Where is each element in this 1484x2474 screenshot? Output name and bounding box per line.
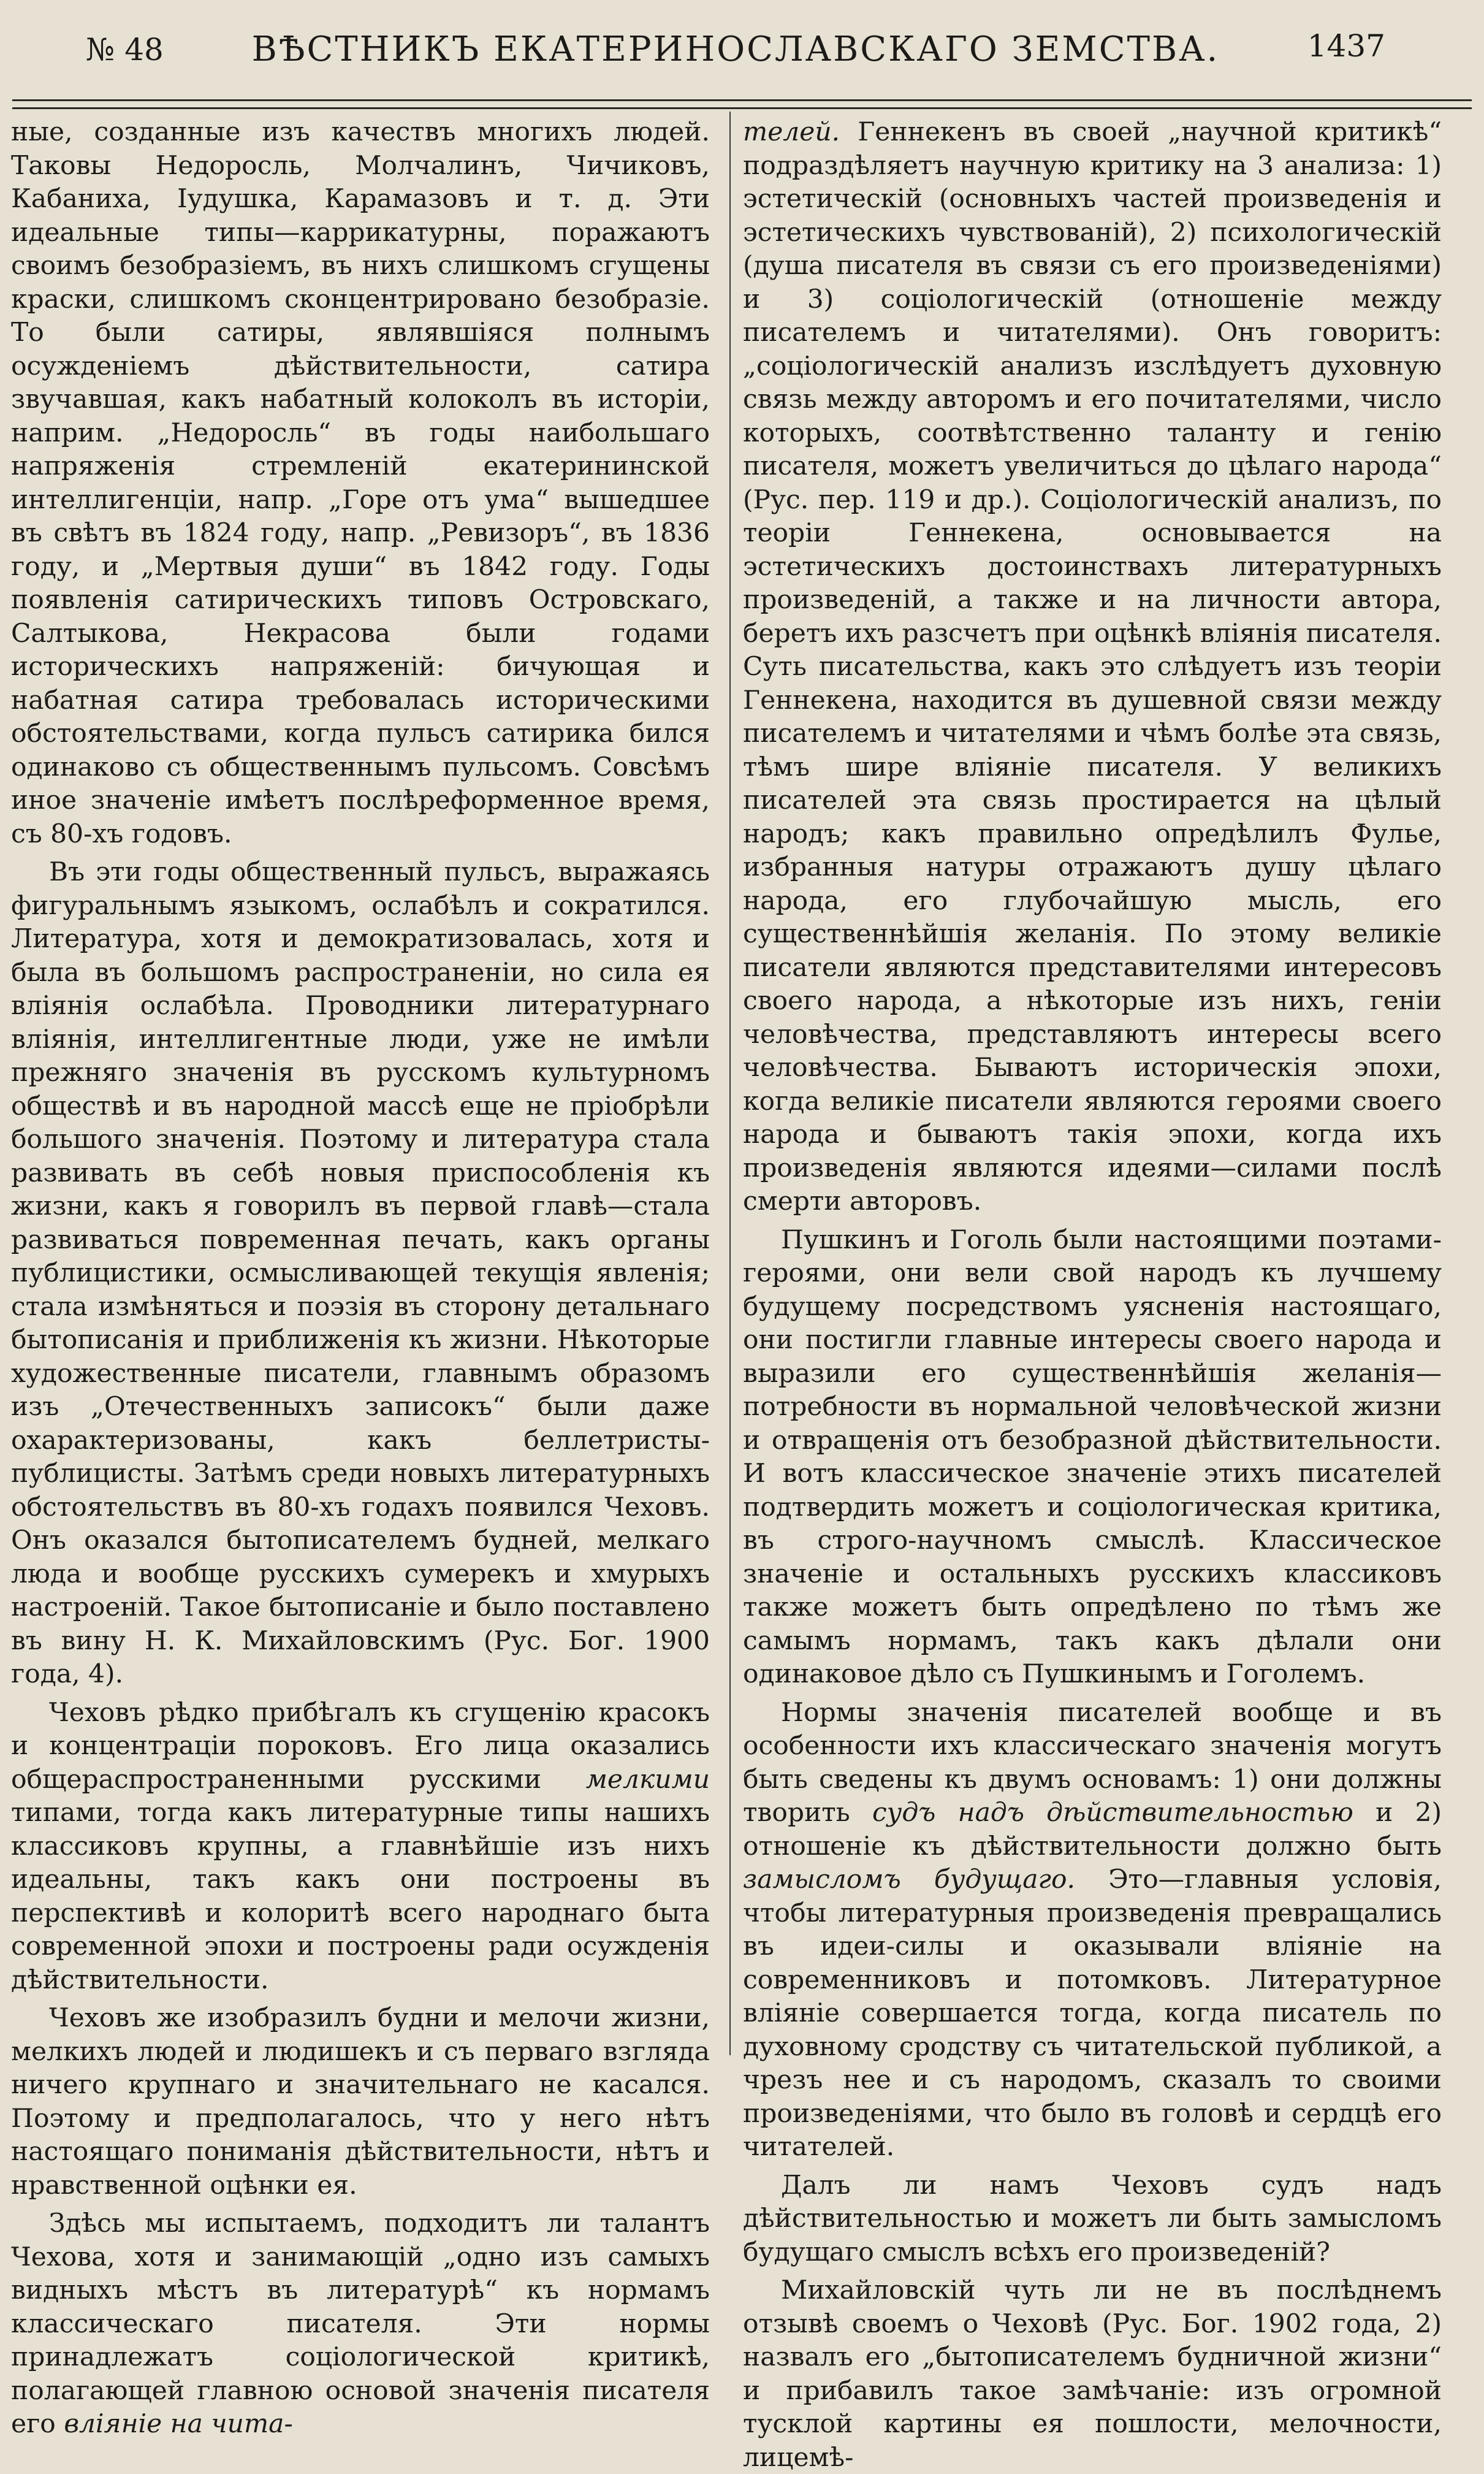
right-p1-italic: телей. <box>743 116 840 147</box>
left-p3-text-b: типами, тогда какъ литературные типы нашихъ классиковъ крупны, а главнѣйшіе изъ нихъ идеальны, такъ какъ они построены въ перспективѣ и колоритѣ всего народнаго быта современной эпохи и построены ради осужденія дѣйствительности. <box>11 1797 710 1995</box>
left-column <box>11 115 710 2438</box>
masthead-title: ВѢСТНИКЪ ЕКАТЕРИНОСЛАВСКАГО ЗЕМСТВА. <box>251 29 1220 69</box>
left-paragraph-2: Въ эти годы общественный пульсъ, выражаясь фигуральнымъ языкомъ, ослабѣлъ и сократился. Литература, хотя и демократизовалась, хотя и была въ большомъ распространеніи, но сила ея вліянія ослабѣла. Проводники литературнаго вліянія, интеллигентные люди, уже не имѣли прежняго значенія въ русскомъ культурномъ обществѣ и въ народной массѣ еще не пріобрѣли большого значенія. Поэтому и литература стала развивать въ себѣ новыя приспособленія къ жизни, какъ я говорилъ въ первой главѣ—стала развиваться повременная печать, какъ органы публицистики, осмысливающей текущія явленія; стала измѣняться и поэзія въ сторону детальнаго бытописанія и приближенія къ жизни. Нѣкоторые художественные писатели, главнымъ образомъ изъ „Отечественныхъ записокъ“ были даже охарактеризованы, какъ беллетристы-публицисты. Затѣмъ среди новыхъ литературныхъ обстоятельствъ въ 80-хъ годахъ появился Чеховъ. Онъ оказался бытописателемъ будней, мелкаго люда и вообще русскихъ сумерекъ и хмурыхъ настроеній. Такое бытописаніе и было поставлено въ вину Н. К. Михайловскимъ (Рус. Бог. 1900 года, 4). <box>11 857 710 1689</box>
right-paragraph-2: Пушкинъ и Гоголь были настоящими поэтами-героями, они вели свой народъ къ лучшему будущему посредствомъ уясненія настоящаго, они постигли главные интересы своего народа и выразили его существеннѣйшія желанія—потребности въ нормальной человѣческой жизни и отвращенія отъ безобразной дѣйствительности. И вотъ классическое значеніе этихъ писателей подтвердить можетъ и соціологическая критика, въ строго-научномъ смыслѣ. Классическое значеніе и остальныхъ русскихъ классиковъ также можетъ быть опредѣлено по тѣмъ же самымъ нормамъ, такъ какъ дѣлали они одинаковое дѣло съ Пушкинымъ и Гоголемъ. <box>743 1224 1442 1689</box>
right-p1-text: Геннекенъ въ своей „научной критикѣ“ подраздѣляетъ научную критику на 3 анализа: 1) эстетическій (основныхъ частей произведенія и эстетическихъ чувствованій), 2) психологическій (душа писателя въ связи съ его произведеніями) и 3) соціологическій (отношеніе между писателемъ и читателями). Онъ говоритъ: „соціологическій анализъ изслѣдуетъ духовную связь между авторомъ и его почитателями, число которыхъ, соотвѣтственно таланту и генію писателя, можетъ увеличиться до цѣлаго народа“ (Рус. пер. 119 и др.). Соціологическій анализъ, по теоріи Геннекена, основывается на эстетическихъ достоинствахъ литературныхъ произведеній, а также и на личности автора, беретъ ихъ разсчетъ при оцѣнкѣ вліянія писателя. Суть писательства, какъ это слѣдуетъ изъ теоріи Геннекена, находится въ душевной связи между писателемъ и читателями и чѣмъ болѣе эта связь, тѣмъ шире вліяніе писателя. У великихъ писателей эта связь простирается на цѣлый народъ; какъ правильно опредѣлилъ Фулье, избранныя натуры отражаютъ душу цѣлаго народа, его глубочайшую мысль, его существеннѣйшія желанія. По этому великіе писатели являются представителями интересовъ своего народа, а нѣкоторые изъ нихъ, геніи человѣчества, представляютъ интересы всего человѣчества. Бываютъ историческія эпохи, когда великіе писатели являются героями своего народа и бываютъ такія эпохи, когда ихъ произведенія являются идеями—силами послѣ смерти авторовъ. <box>743 116 1442 1216</box>
right-p3-italic-1: судъ надъ дѣйствительностью <box>872 1797 1353 1827</box>
right-p3-text-c: Это—главныя условія, чтобы литературныя произведенія превращались въ идеи-силы и оказывали вліяніе на современниковъ и потомковъ. Литературное вліяніе совершается тогда, когда писатель по духовному сродству съ читательской публикой, а чрезъ нее и съ народомъ, сказалъ то своими произведеніями, что было въ головѣ и сердцѣ его читателей. <box>743 1864 1442 2161</box>
right-paragraph-4: Далъ ли намъ Чеховъ судъ надъ дѣйствительностью и можетъ ли быть замысломъ будущаго смыслъ всѣхъ его произведеній? <box>743 2169 1442 2267</box>
left-paragraph-5 <box>11 2207 710 2441</box>
page-header <box>86 25 1385 86</box>
page-number: 1437 <box>1307 28 1385 64</box>
right-p3-text-a: Нормы значенія писателей вообще и въ особенности ихъ классическаго значенія могутъ быть сведены къ двумъ основамъ: 1) они должны творить <box>743 1697 1442 1827</box>
right-paragraph-3 <box>743 1696 1442 2164</box>
header-double-rule <box>12 99 1472 109</box>
left-paragraph-1: ные, созданные изъ качествъ многихъ людей. Таковы Недоросль, Молчалинъ, Чичиковъ, Кабаниха, Іудушка, Карамазовъ и т. д. Эти идеальные типы—каррикатурны, поражаютъ своимъ безобразіемъ, въ нихъ слишкомъ сгущены краски, слишкомъ сконцентрировано безобразіе. То были сатиры, являвшіяся полнымъ осужденіемъ дѣйствительности, сатира звучавшая, какъ набатный колоколъ въ исторіи, наприм. „Недоросль“ въ годы наибольшаго напряженія стремленій екатерининской интеллигенціи, напр. „Горе отъ ума“ вышедшее въ свѣтъ въ 1824 году, напр. „Ревизоръ“, въ 1836 году, и „Мертвыя души“ въ 1842 году. Годы появленія сатирическихъ типовъ Островскаго, Салтыкова, Некрасова были годами историческихъ напряженій: бичующая и набатная сатира требовалась историческими обстоятельствами, когда пульсъ сатирика бился одинаково съ общественнымъ пульсомъ. Совсѣмъ иное значеніе имѣетъ послѣреформенное время, съ 80-хъ годовъ. <box>11 116 710 849</box>
right-column <box>743 115 1442 2472</box>
left-paragraph-4: Чеховъ же изобразилъ будни и мелочи жизни, мелкихъ людей и людишекъ и съ перваго взгляда ничего крупнаго и значительнаго не касался. Поэтому и предполагалось, что у него нѣтъ настоящаго пониманія дѣйствительности, нѣтъ и нравственной оцѣнки ея. <box>11 2002 710 2200</box>
right-paragraph-5: Михайловскій чуть ли не въ послѣднемъ отзывѣ своемъ о Чеховѣ (Рус. Бог. 1902 года, 2) назвалъ его „бытописателемъ будничной жизни“ и прибавилъ такое замѣчаніе: изъ огромной тусклой картины ея пошлости, мелочности, лицемѣ- <box>743 2275 1442 2472</box>
right-p3-italic-2: замысломъ будущаго. <box>743 1864 1075 1894</box>
left-p3-italic: мелкими <box>585 1763 710 1794</box>
left-paragraph-3 <box>11 1696 710 1997</box>
left-p5-italic: вліяніе на чита- <box>64 2408 293 2438</box>
issue-number: № 48 <box>86 32 164 67</box>
column-divider <box>729 112 731 2055</box>
right-p3-text-b: и 2) отношеніе къ дѣйствительности должно быть <box>743 1797 1442 1861</box>
left-p5-text: Здѣсь мы испытаемъ, подходитъ ли талантъ Чехова, хотя и занимающій „одно изъ самыхъ видныхъ мѣстъ въ литературѣ“ къ нормамъ классическаго писателя. Эти нормы принадлежатъ соціологической критикѣ, полагающей главною основой значенія писателя его <box>11 2208 710 2438</box>
right-paragraph-1 <box>743 115 1442 1218</box>
left-p3-text-a: Чеховъ рѣдко прибѣгалъ къ сгущенію красокъ и концентраціи пороковъ. Его лица оказались общераспространенными русскими <box>11 1697 710 1794</box>
